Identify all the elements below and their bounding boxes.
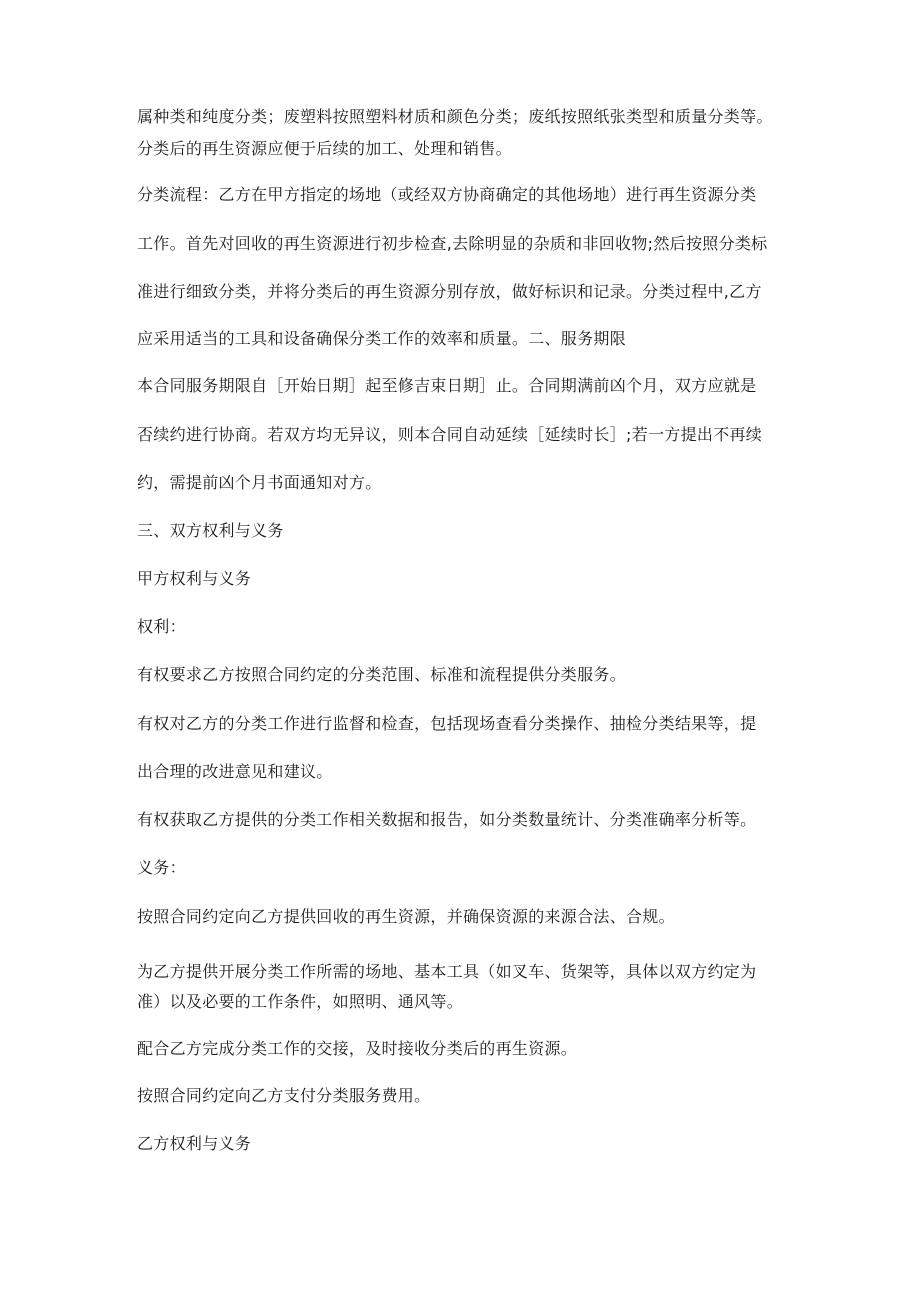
- text-line: 分类流程：乙方在甲方指定的场地（或经双方协商确定的其他场地）进行再生资源分类: [137, 185, 757, 204]
- text-line: 准进行细致分类，并将分类后的再生资源分别存放，做好标识和记录。分类过程中,乙方: [137, 282, 762, 301]
- rights-label: 权利：: [137, 617, 186, 636]
- text-line: 分类后的再生资源应便于后续的加工、处理和销售。: [137, 139, 512, 158]
- text-line: 本合同服务期限自［开始日期］起至修吉束日期］止。合同期满前凶个月，双方应就是: [137, 376, 757, 395]
- text-line: 为乙方提供开展分类工作所需的场地、基本工具（如叉车、货架等，具体以双方约定为: [137, 962, 757, 981]
- text-line: 按照合同约定向乙方支付分类服务费用。: [137, 1086, 431, 1105]
- text-line: 否续约进行协商。若双方均无异议，则本合同自动延续［延续时长］;若一方提出不再续: [137, 425, 763, 444]
- duties-label: 义务：: [137, 858, 186, 877]
- text-line: 出合理的改进意见和建议。: [137, 762, 333, 781]
- text-line: 有权获取乙方提供的分类工作相关数据和报告，如分类数量统计、分类准确率分析等。: [137, 810, 757, 829]
- text-line: 准）以及必要的工作条件，如照明、通风等。: [137, 992, 464, 1011]
- text-line: 约，需提前凶个月书面通知对方。: [137, 473, 382, 492]
- subsection-heading: 甲方权利与义务: [137, 569, 252, 588]
- text-line: 配合乙方完成分类工作的交接，及时接收分类后的再生资源。: [137, 1039, 578, 1058]
- text-line: 应采用适当的工具和设备确保分类工作的效率和质量。二、服务期限: [137, 329, 627, 348]
- text-line: 工作。首先对回收的再生资源进行初步检查,去除明显的杂质和非回收物;然后按照分类标: [137, 234, 768, 253]
- subsection-heading: 乙方权利与义务: [137, 1134, 252, 1153]
- text-line: 有权要求乙方按照合同约定的分类范围、标准和流程提供分类服务。: [137, 665, 627, 684]
- text-line: 属种类和纯度分类；废塑料按照塑料材质和颜色分类；废纸按照纸张类型和质量分类等。: [137, 107, 773, 126]
- section-heading: 三、双方权利与义务: [137, 521, 284, 540]
- text-line: 有权对乙方的分类工作进行监督和检查，包括现场查看分类操作、抽检分类结果等，提: [137, 714, 757, 733]
- text-line: 按照合同约定向乙方提供回收的再生资源，并确保资源的来源合法、合规。: [137, 907, 675, 926]
